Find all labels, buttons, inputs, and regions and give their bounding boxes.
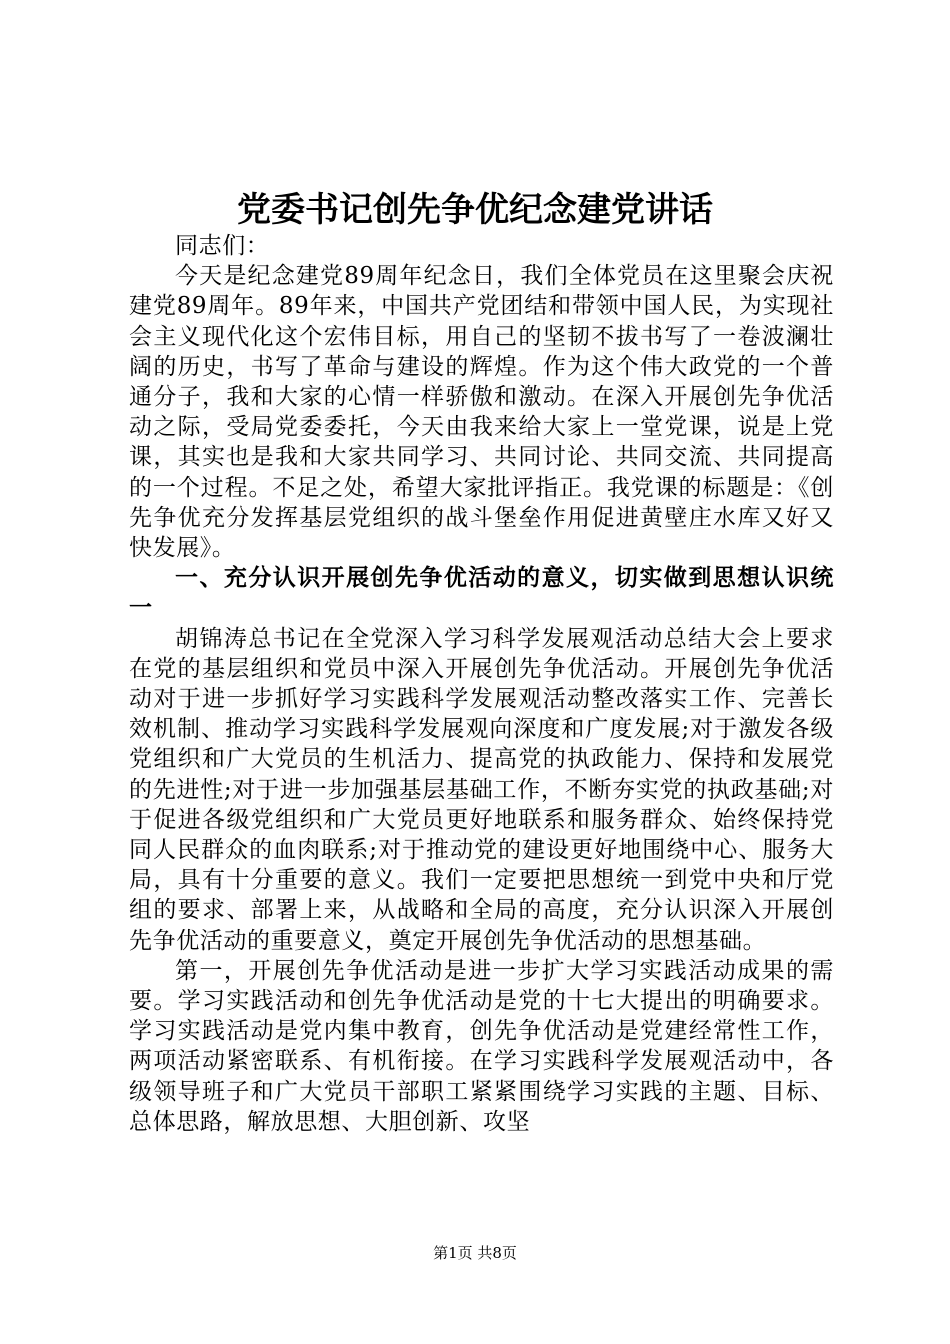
paragraph-section-1: 胡锦涛总书记在全党深入学习科学发展观活动总结大会上要求在党的基层组织和党员中深入开展创先争优活动。开展创先争优活动对于进一步抓好学习实践科学发展观活动整改落实工作、完善长效机制、推动学习实践科学发展观向深度和广度发展;对于激发各级党组织和广大党员的生机活力、提高党的执政能力、保持和发展党的先进性;对于进一步加强基层基础工作，不断夯实党的执政基础;对于促进各级党组织和广大党员更好地联系和服务群众、始终保持党同人民群众的血肉联系;对于推动党的建设更好地围绕中心、服务大局，具有十分重要的意义。我们一定要把思想统一到党中央和厅党组的要求、部署上来，从战略和全局的高度，充分认识深入开展创先争优活动的重要意义，奠定开展创先争优活动的思想基础。 bbox=[129, 625, 834, 954]
salutation: 同志们： bbox=[175, 233, 270, 259]
page-number-footer: 第1页 共8页 bbox=[433, 1244, 517, 1262]
paragraph-point-1: 第一，开展创先争优活动是进一步扩大学习实践活动成果的需要。学习实践活动和创先争优活动是党的十七大提出的明确要求。学习实践活动是党内集中教育，创先争优活动是党建经常性工作，两项活动紧密联系、有机衔接。在学习实践科学发展观活动中，各级领导班子和广大党员干部职工紧紧围绕学习实践的主题、目标、总体思路，解放思想、大胆创新、攻坚 bbox=[129, 957, 834, 1135]
section-heading-1: 一、充分认识开展创先争优活动的意义，切实做到思想认识统一 bbox=[129, 565, 834, 622]
paragraph-intro: 今天是纪念建党89周年纪念日，我们全体党员在这里聚会庆祝建党89周年。89年来，中国共产党团结和带领中国人民，为实现社会主义现代化这个宏伟目标，用自己的坚韧不拔书写了一卷波澜壮阔的历史，书写了革命与建设的辉煌。作为这个伟大政党的一个普通分子，我和大家的心情一样骄傲和激动。在深入开展创先争优活动之际，受局党委委托，今天由我来给大家上一堂党课，说是上党课，其实也是我和大家共同学习、共同讨论、共同交流、共同提高的一个过程。不足之处，希望大家批评指正。我党课的标题是：《创先争优充分发挥基层党组织的战斗堡垒作用促进黄壁庄水库又好又快发展》。 bbox=[129, 263, 834, 562]
document-body bbox=[129, 231, 834, 1137]
document-title: 党委书记创先争优纪念建党讲话 bbox=[237, 190, 713, 230]
